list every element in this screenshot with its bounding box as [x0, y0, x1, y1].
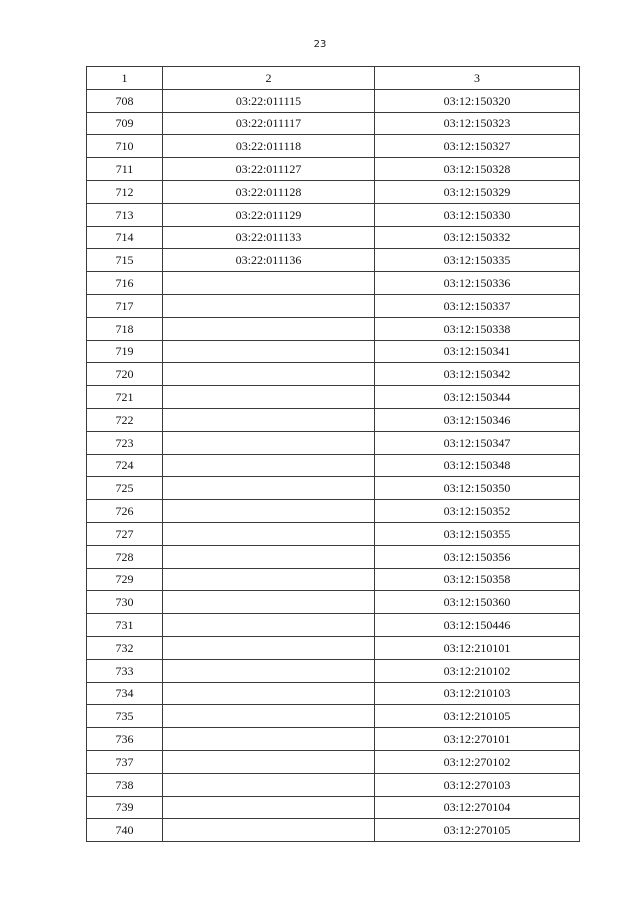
table-row [87, 614, 580, 637]
table-cell-col2: 03:22:011115 [163, 89, 375, 112]
table-cell-col1: 723 [87, 431, 163, 454]
header-row [87, 67, 580, 90]
table-cell-col1: 709 [87, 112, 163, 135]
table-cell-col2 [163, 591, 375, 614]
table-cell-col1: 722 [87, 408, 163, 431]
table-cell-col3: 03:12:150355 [375, 522, 580, 545]
table-cell-col2 [163, 819, 375, 842]
table-cell-col3: 03:12:210103 [375, 682, 580, 705]
table-cell-col3: 03:12:150348 [375, 454, 580, 477]
table-row [87, 431, 580, 454]
table-row [87, 454, 580, 477]
table-cell-col3: 03:12:150352 [375, 500, 580, 523]
table-cell-col2 [163, 477, 375, 500]
table-cell-col3: 03:12:150323 [375, 112, 580, 135]
table-cell-col3: 03:12:270103 [375, 773, 580, 796]
table-cell-col2: 03:22:011136 [163, 249, 375, 272]
table-row [87, 636, 580, 659]
table-row [87, 89, 580, 112]
table-cell-col2: 03:22:011118 [163, 135, 375, 158]
table-row [87, 500, 580, 523]
table-cell-col3: 03:12:210101 [375, 636, 580, 659]
table-cell-col1: 736 [87, 728, 163, 751]
table-header [87, 67, 580, 90]
table-cell-col1: 726 [87, 500, 163, 523]
table-row [87, 272, 580, 295]
table-cell-col2 [163, 294, 375, 317]
table-cell-col1: 713 [87, 203, 163, 226]
table-cell-col3: 03:12:150335 [375, 249, 580, 272]
table-cell-col2 [163, 659, 375, 682]
table-cell-col2 [163, 568, 375, 591]
table-row [87, 796, 580, 819]
table-cell-col1: 716 [87, 272, 163, 295]
table-cell-col3: 03:12:270102 [375, 750, 580, 773]
table-cell-col3: 03:12:150342 [375, 363, 580, 386]
table-cell-col1: 710 [87, 135, 163, 158]
table-row [87, 294, 580, 317]
table-row [87, 158, 580, 181]
column-header-2: 2 [163, 67, 375, 90]
table-cell-col3: 03:12:150329 [375, 180, 580, 203]
table-cell-col3: 03:12:210102 [375, 659, 580, 682]
table-cell-col3: 03:12:150332 [375, 226, 580, 249]
table-cell-col2 [163, 363, 375, 386]
table-cell-col1: 719 [87, 340, 163, 363]
table-cell-col2 [163, 522, 375, 545]
table-cell-col2 [163, 728, 375, 751]
table-row [87, 773, 580, 796]
table-cell-col1: 728 [87, 545, 163, 568]
table-cell-col1: 720 [87, 363, 163, 386]
table-row [87, 408, 580, 431]
table-cell-col2 [163, 614, 375, 637]
table-cell-col3: 03:12:150358 [375, 568, 580, 591]
table-cell-col1: 735 [87, 705, 163, 728]
table-cell-col2 [163, 796, 375, 819]
table-row [87, 203, 580, 226]
table-cell-col3: 03:12:150338 [375, 317, 580, 340]
table-cell-col1: 715 [87, 249, 163, 272]
table-cell-col3: 03:12:150446 [375, 614, 580, 637]
table-cell-col1: 729 [87, 568, 163, 591]
table-row [87, 591, 580, 614]
table-cell-col3: 03:12:150356 [375, 545, 580, 568]
table-row [87, 545, 580, 568]
table-cell-col1: 738 [87, 773, 163, 796]
table-body [87, 89, 580, 841]
table-cell-col2: 03:22:011127 [163, 158, 375, 181]
table-row [87, 180, 580, 203]
table-cell-col1: 739 [87, 796, 163, 819]
table-row [87, 363, 580, 386]
table-cell-col1: 732 [87, 636, 163, 659]
table-row [87, 477, 580, 500]
table-row [87, 112, 580, 135]
table-cell-col3: 03:12:150327 [375, 135, 580, 158]
table-cell-col1: 717 [87, 294, 163, 317]
column-header-3: 3 [375, 67, 580, 90]
table-cell-col3: 03:12:150350 [375, 477, 580, 500]
table-cell-col3: 03:12:270101 [375, 728, 580, 751]
table-cell-col1: 730 [87, 591, 163, 614]
table-cell-col3: 03:12:150336 [375, 272, 580, 295]
table-cell-col2 [163, 317, 375, 340]
table-cell-col1: 711 [87, 158, 163, 181]
table-cell-col3: 03:12:150346 [375, 408, 580, 431]
table-cell-col1: 731 [87, 614, 163, 637]
table-row [87, 522, 580, 545]
table-cell-col3: 03:12:270105 [375, 819, 580, 842]
table-row [87, 340, 580, 363]
page-number: 23 [313, 39, 327, 50]
table-cell-col2: 03:22:011133 [163, 226, 375, 249]
table-cell-col2 [163, 750, 375, 773]
table-row [87, 819, 580, 842]
table-cell-col3: 03:12:150337 [375, 294, 580, 317]
table-cell-col2: 03:22:011117 [163, 112, 375, 135]
table-cell-col1: 725 [87, 477, 163, 500]
table-row [87, 705, 580, 728]
table-cell-col2 [163, 408, 375, 431]
table-cell-col3: 03:12:150328 [375, 158, 580, 181]
table-cell-col3: 03:12:150360 [375, 591, 580, 614]
table-cell-col2 [163, 773, 375, 796]
table-row [87, 568, 580, 591]
table-cell-col1: 733 [87, 659, 163, 682]
table-cell-col2 [163, 340, 375, 363]
table-cell-col2 [163, 545, 375, 568]
table-cell-col1: 708 [87, 89, 163, 112]
table-cell-col1: 727 [87, 522, 163, 545]
table-cell-col2 [163, 386, 375, 409]
table-row [87, 249, 580, 272]
table-row [87, 728, 580, 751]
data-table [86, 66, 580, 842]
table-cell-col1: 724 [87, 454, 163, 477]
table-cell-col3: 03:12:270104 [375, 796, 580, 819]
table-cell-col2 [163, 500, 375, 523]
table-cell-col2: 03:22:011128 [163, 180, 375, 203]
table-row [87, 750, 580, 773]
table-cell-col2 [163, 272, 375, 295]
table-cell-col3: 03:12:150320 [375, 89, 580, 112]
table-cell-col1: 712 [87, 180, 163, 203]
table-cell-col3: 03:12:150347 [375, 431, 580, 454]
table-row [87, 386, 580, 409]
table-cell-col1: 714 [87, 226, 163, 249]
table-cell-col3: 03:12:150330 [375, 203, 580, 226]
table-cell-col2 [163, 705, 375, 728]
table-cell-col3: 03:12:210105 [375, 705, 580, 728]
table-cell-col2 [163, 431, 375, 454]
table-cell-col2 [163, 682, 375, 705]
table-cell-col1: 740 [87, 819, 163, 842]
table-cell-col2: 03:22:011129 [163, 203, 375, 226]
table-cell-col1: 734 [87, 682, 163, 705]
table-cell-col3: 03:12:150341 [375, 340, 580, 363]
table-cell-col1: 737 [87, 750, 163, 773]
table-row [87, 135, 580, 158]
table-row [87, 317, 580, 340]
table-cell-col2 [163, 636, 375, 659]
column-header-1: 1 [87, 67, 163, 90]
table-row [87, 659, 580, 682]
table-cell-col1: 721 [87, 386, 163, 409]
table-row [87, 226, 580, 249]
table-row [87, 682, 580, 705]
table-cell-col3: 03:12:150344 [375, 386, 580, 409]
table-cell-col1: 718 [87, 317, 163, 340]
table-cell-col2 [163, 454, 375, 477]
